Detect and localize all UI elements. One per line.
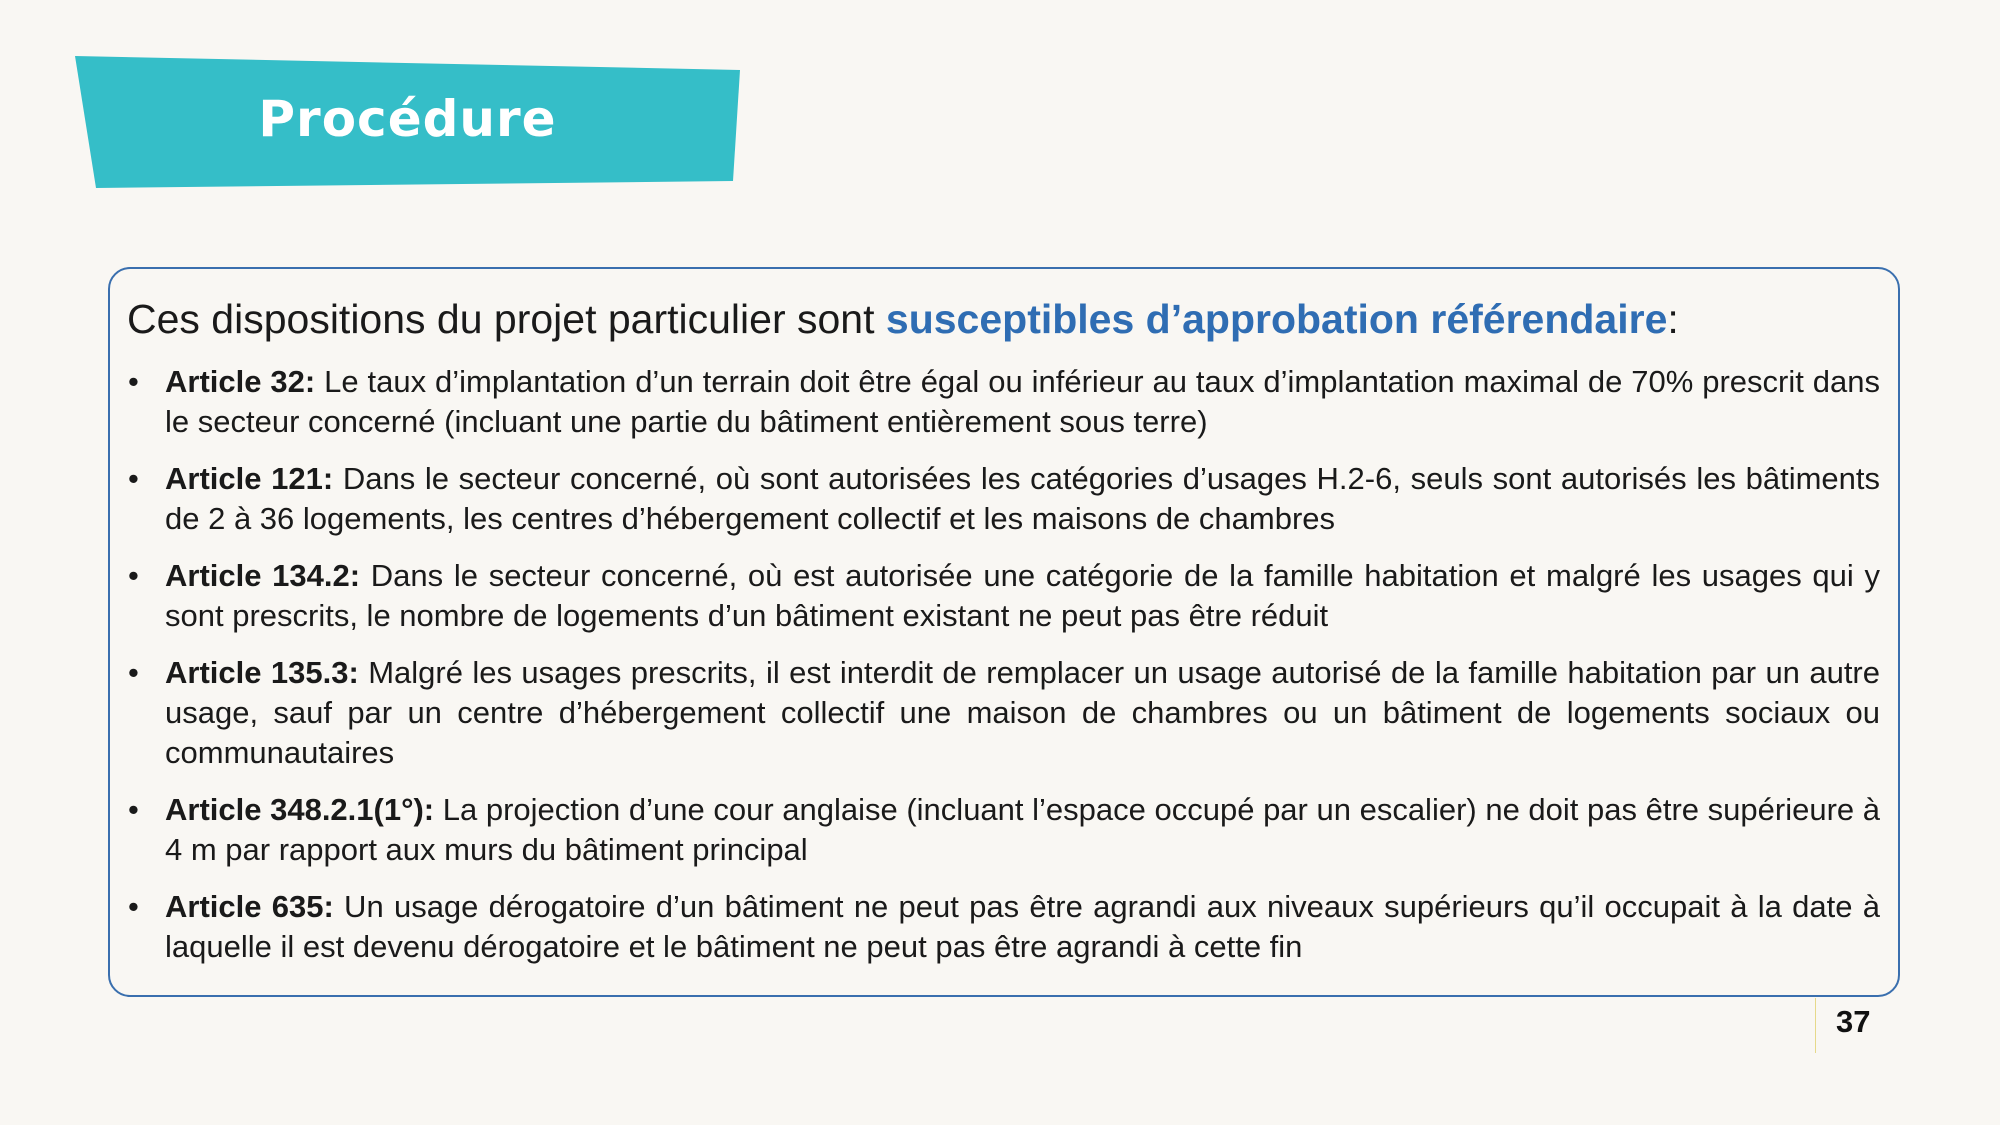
article-list — [127, 362, 1880, 967]
bullet: • — [128, 792, 139, 828]
article-label: Article 348.2.1(1°): — [165, 792, 435, 828]
page-number-divider — [1815, 998, 1816, 1053]
bullet: • — [128, 655, 139, 691]
bullet: • — [128, 558, 139, 594]
title-banner — [75, 56, 740, 188]
bullet: • — [128, 889, 139, 925]
article-text: Malgré les usages prescrits, il est interdit de remplacer un usage autorisé de la famille habitation par un autre usage, sauf par un centre d’hébergement collectif une maison de chambres ou un bâtiment de logements sociaux ou communautaires — [165, 655, 1880, 771]
content-box — [108, 267, 1900, 997]
article-item — [127, 556, 1880, 636]
article-item — [127, 790, 1880, 870]
article-item — [127, 362, 1880, 442]
article-item — [127, 887, 1880, 967]
bullet: • — [128, 364, 139, 400]
article-text: La projection d’une cour anglaise (incluant l’espace occupé par un escalier) ne doit pas être supérieure à 4 m par rapport aux murs du bâtiment principal — [165, 792, 1880, 868]
article-label: Article 32: — [165, 364, 316, 400]
bullet: • — [128, 461, 139, 497]
intro-highlight: susceptibles d’approbation référendaire — [885, 296, 1668, 342]
article-item — [127, 459, 1880, 539]
article-item — [127, 653, 1880, 773]
page-number: 37 — [1836, 1004, 1871, 1039]
article-text: Un usage dérogatoire d’un bâtiment ne peut pas être agrandi aux niveaux supérieurs qu’il occupait à la date à laquelle il est devenu dérogatoire et le bâtiment ne peut pas être agrandi à cette fin — [165, 889, 1880, 965]
page-title: Procédure — [258, 90, 557, 148]
article-text: Le taux d’implantation d’un terrain doit être égal ou inférieur au taux d’implantation maximal de 70% prescrit dans le secteur concerné (incluant une partie du bâtiment entièrement sous terre) — [165, 364, 1880, 440]
intro-prefix: Ces dispositions du projet particulier sont — [127, 296, 886, 342]
article-label: Article 135.3: — [165, 655, 359, 691]
article-label: Article 635: — [165, 889, 334, 925]
intro-sentence — [127, 295, 1880, 344]
article-label: Article 134.2: — [165, 558, 361, 594]
article-label: Article 121: — [165, 461, 334, 497]
intro-suffix: : — [1667, 296, 1679, 342]
article-text: Dans le secteur concerné, où sont autorisées les catégories d’usages H.2-6, seuls sont autorisés les bâtiments de 2 à 36 logements, les centres d’hébergement collectif et les maisons de chambres — [165, 461, 1881, 537]
article-text: Dans le secteur concerné, où est autorisée une catégorie de la famille habitation et malgré les usages qui y sont prescrits, le nombre de logements d’un bâtiment existant ne peut pas être réduit — [165, 558, 1881, 634]
